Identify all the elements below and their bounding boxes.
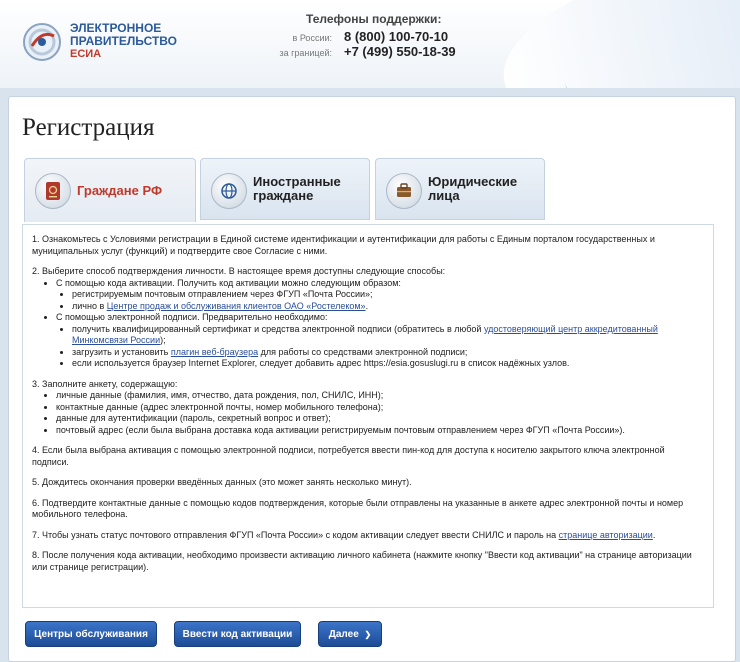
list-item-text: С помощью кода активации. Получить код активации можно следующим образом: (56, 277, 401, 288)
tab-label: Граждане РФ (77, 183, 163, 198)
support-title: Телефоны поддержки: (306, 12, 442, 26)
rostelecom-centers-link[interactable]: Центре продаж и обслуживания клиентов ОАО «Ростелеком» (106, 300, 366, 311)
step-2 (32, 266, 703, 370)
list-item: • если используется браузер Internet Explorer, следует добавить адрес https://esia.gosuslugi.ru в список надёжных узлов. (72, 358, 703, 370)
step-3-text: 3. Заполните анкету, содержащую: (32, 378, 178, 389)
logo-esia: ЕСИА (70, 48, 102, 60)
step-6: 6. Подтвердите контактные данные с помощью кодов подтверждения, которые были отправлены на указанные в анкете адрес электронной почты и номер мобильного телефона. (32, 497, 684, 519)
list-item (72, 324, 703, 347)
step-7 (32, 530, 703, 542)
briefcase-icon (386, 173, 422, 209)
sub-list (56, 324, 703, 370)
phone-number: +7 (499) 550-18-39 (344, 44, 456, 59)
gov-logo-icon (22, 22, 62, 62)
tab-label-line: лица (428, 188, 460, 203)
list-item (56, 312, 703, 370)
phone-row (270, 29, 448, 44)
list-item-text: ); (160, 335, 166, 345)
list-item: • данные для аутентификации (пароль, секретный вопрос и ответ); (56, 413, 703, 425)
certification-center-link[interactable]: удостоверяющий центр аккредитованный Минкомсвязи России (72, 323, 658, 345)
list-item-text: получить квалифицированный сертификат и средства электронной подписи (обратитесь в любой (72, 323, 484, 334)
phone-label: за границей: (279, 48, 332, 58)
passport-icon (35, 173, 71, 209)
list-item: • почтовый адрес (если была выбрана доставка кода активации регистрируемым почтовым отправлением через ФГУП «Почта России»). (56, 425, 703, 437)
logo-text (70, 22, 177, 61)
sub-list (56, 289, 703, 312)
list-item: • контактные данные (адрес электронной почты, номер мобильного телефона); (56, 402, 703, 414)
step-2-text: 2. Выберите способ подтверждения личности. В настоящее время доступны следующие способы: (32, 266, 446, 276)
step-7-text: . (652, 529, 656, 540)
list-item-text: для работы со средствами электронной подписи; (258, 346, 468, 357)
list-item (56, 278, 703, 313)
service-centers-button[interactable]: Центры обслуживания (25, 621, 157, 647)
chevron-right-icon: ❯ (364, 630, 372, 639)
next-button[interactable] (318, 621, 382, 647)
tab-label-line: Юридические (428, 174, 518, 189)
logo-line: ПРАВИТЕЛЬСТВО (70, 34, 178, 48)
step-7-text: 7. Чтобы узнать статус почтового отправления ФГУП «Почта России» с кодом активации следует ввести СНИЛС и пароль на (32, 529, 559, 540)
auth-page-link[interactable]: странице авторизации (558, 529, 653, 540)
tab-citizens-rf[interactable] (24, 158, 196, 222)
list-item-text: С помощью электронной подписи. Предварительно необходимо: (56, 312, 328, 322)
instructions-panel (22, 224, 714, 608)
phone-number: 8 (800) 100-70-10 (344, 29, 449, 44)
step-3-list (32, 390, 703, 436)
list-item (72, 347, 703, 359)
phone-label: в России: (292, 33, 332, 43)
header (0, 0, 740, 88)
phone-row (270, 44, 456, 59)
next-button-label: Далее (328, 629, 359, 640)
tab-foreign-citizens[interactable] (200, 158, 370, 220)
list-item-text: загрузить и установить (72, 346, 171, 357)
browser-plugin-link[interactable]: плагин веб-браузера (170, 346, 259, 357)
step-4: 4. Если была выбрана активация с помощью электронной подписи, потребуется ввести пин-код для доступа к носителю закрытого ключа электронной подписи. (32, 445, 665, 467)
list-item: • личные данные (фамилия, имя, отчество, дата рождения, пол, СНИЛС, ИНН); (56, 390, 703, 402)
list-item-text: . (365, 300, 369, 311)
step-3 (32, 379, 703, 437)
logo-line: ЭЛЕКТРОННОЕ (70, 21, 162, 35)
enter-activation-code-button[interactable]: Ввести код активации (174, 621, 301, 647)
tab-label-line: Иностранные (253, 174, 341, 189)
step-1: 1. Ознакомьтесь с Условиями регистрации в Единой системе идентификации и аутентификации для работы с Единым порталом государственных и муниципальных услуг (функций) и подтвердите свое Согласие с ними. (32, 234, 655, 256)
globe-icon (211, 173, 247, 209)
step-5: 5. Дождитесь окончания проверки введённых данных (это может занять несколько минут). (32, 477, 412, 487)
list-item (72, 301, 703, 313)
tab-label (428, 175, 517, 203)
tab-label-line: граждане (253, 188, 314, 203)
page-title: Регистрация (22, 114, 155, 141)
step-2-list (32, 278, 703, 370)
tab-legal-entities[interactable] (375, 158, 545, 220)
list-item-text: лично в (72, 300, 107, 311)
step-8: 8. После получения кода активации, необходимо произвести активацию личного кабинета (нажмите кнопку "Ввести код активации" на странице авторизации или странице регистрации). (32, 550, 692, 572)
list-item: • регистрируемым почтовым отправлением через ФГУП «Почта России»; (72, 289, 703, 301)
tab-label (253, 175, 341, 203)
